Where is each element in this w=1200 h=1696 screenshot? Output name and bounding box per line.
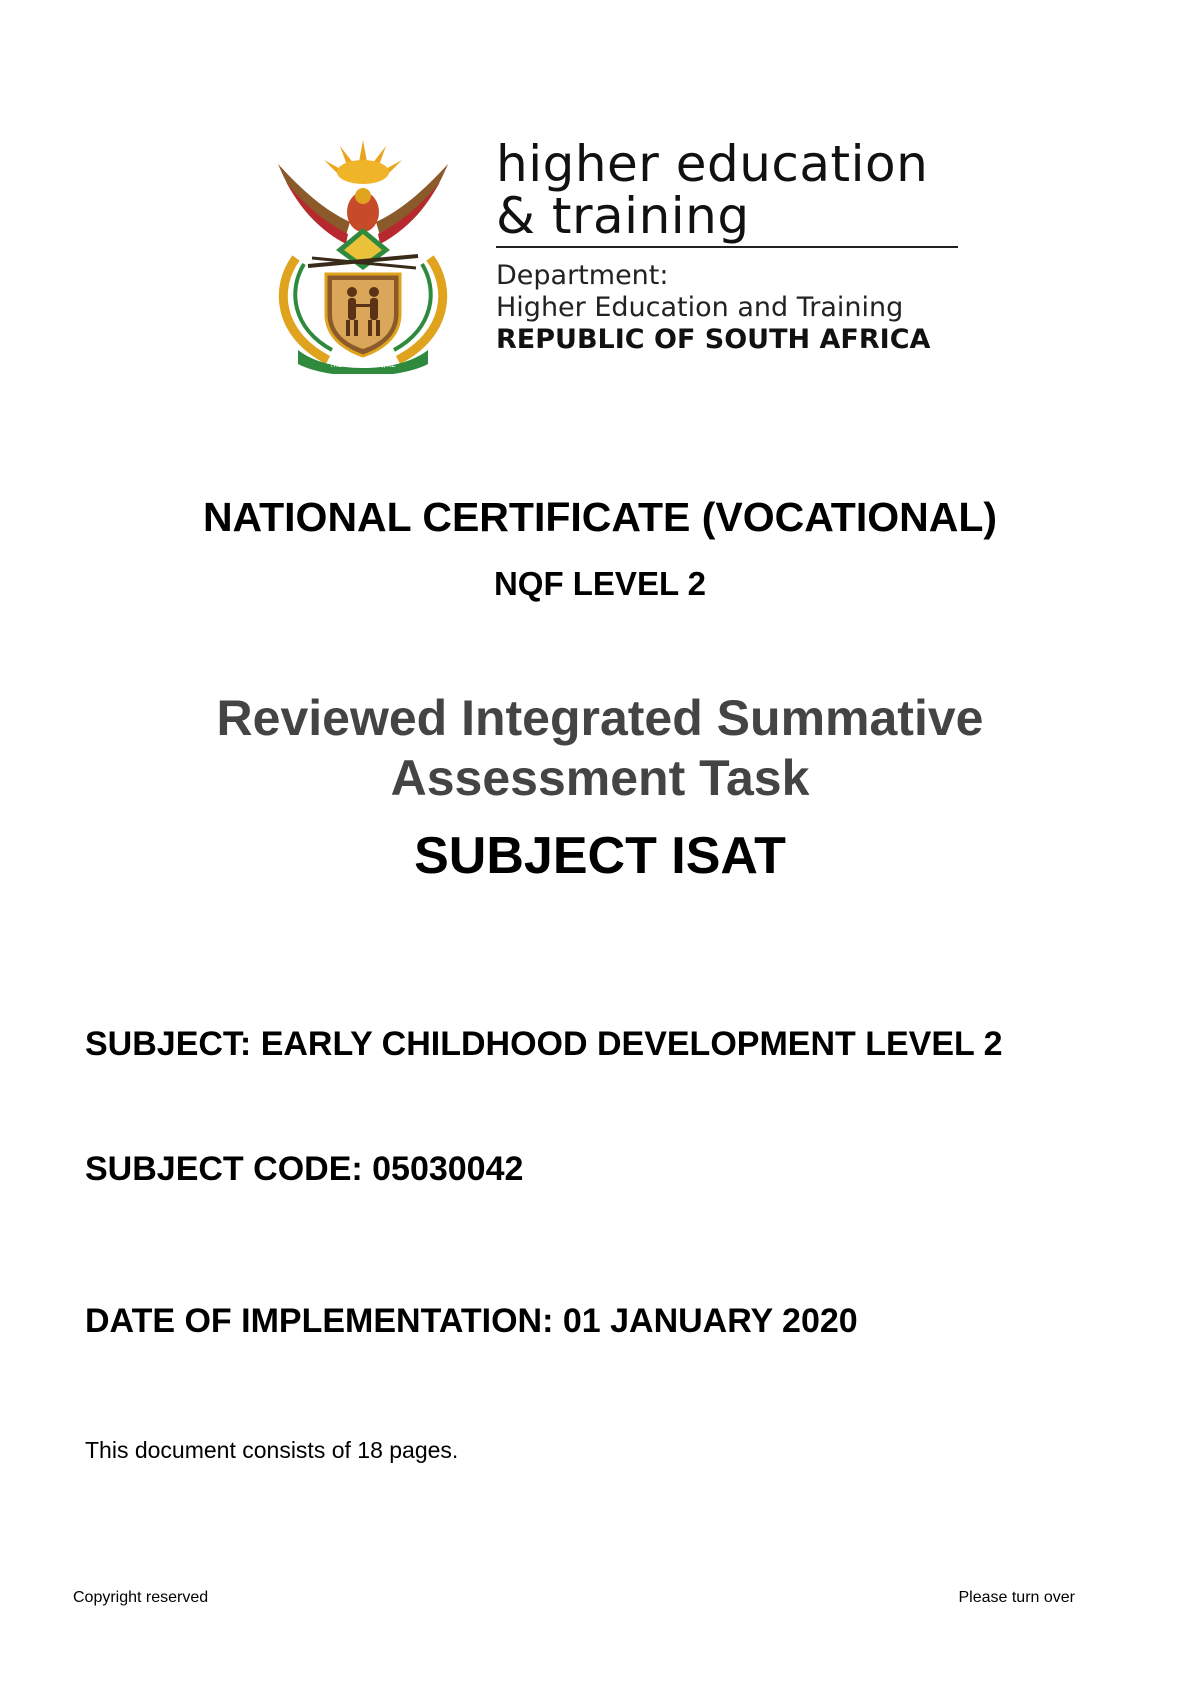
subject-code-line: SUBJECT CODE: 05030042 bbox=[85, 1150, 524, 1188]
department-country: REPUBLIC OF SOUTH AFRICA bbox=[496, 324, 931, 355]
certificate-title: NATIONAL CERTIFICATE (VOCATIONAL) bbox=[202, 494, 998, 540]
department-logo bbox=[268, 135, 968, 378]
brand-line-2: & training bbox=[496, 187, 750, 245]
implementation-date-line: DATE OF IMPLEMENTATION: 01 JANUARY 2020 bbox=[85, 1302, 858, 1340]
page-count-note: This document consists of 18 pages. bbox=[85, 1437, 459, 1463]
task-title-line-2: Assessment Task bbox=[390, 750, 810, 806]
footer-turn-over: Please turn over bbox=[958, 1589, 1075, 1606]
coat-of-arms-icon bbox=[268, 138, 458, 374]
motto-text: !KE E: /XARRA //KE bbox=[330, 361, 396, 369]
task-title-line-1: Reviewed Integrated Summative bbox=[216, 690, 984, 746]
subject-line: SUBJECT: EARLY CHILDHOOD DEVELOPMENT LEVEL 2 bbox=[85, 1025, 1003, 1063]
subject-isat-heading: SUBJECT ISAT bbox=[414, 827, 786, 885]
department-wordmark bbox=[496, 135, 966, 356]
brand-line-1: higher education bbox=[496, 135, 929, 193]
task-title bbox=[0, 688, 1200, 808]
nqf-level: NQF LEVEL 2 bbox=[493, 565, 707, 602]
footer-copyright: Copyright reserved bbox=[73, 1589, 209, 1606]
department-label: Department: bbox=[496, 260, 669, 291]
department-name: Higher Education and Training bbox=[496, 292, 904, 323]
brand-divider bbox=[496, 246, 958, 248]
